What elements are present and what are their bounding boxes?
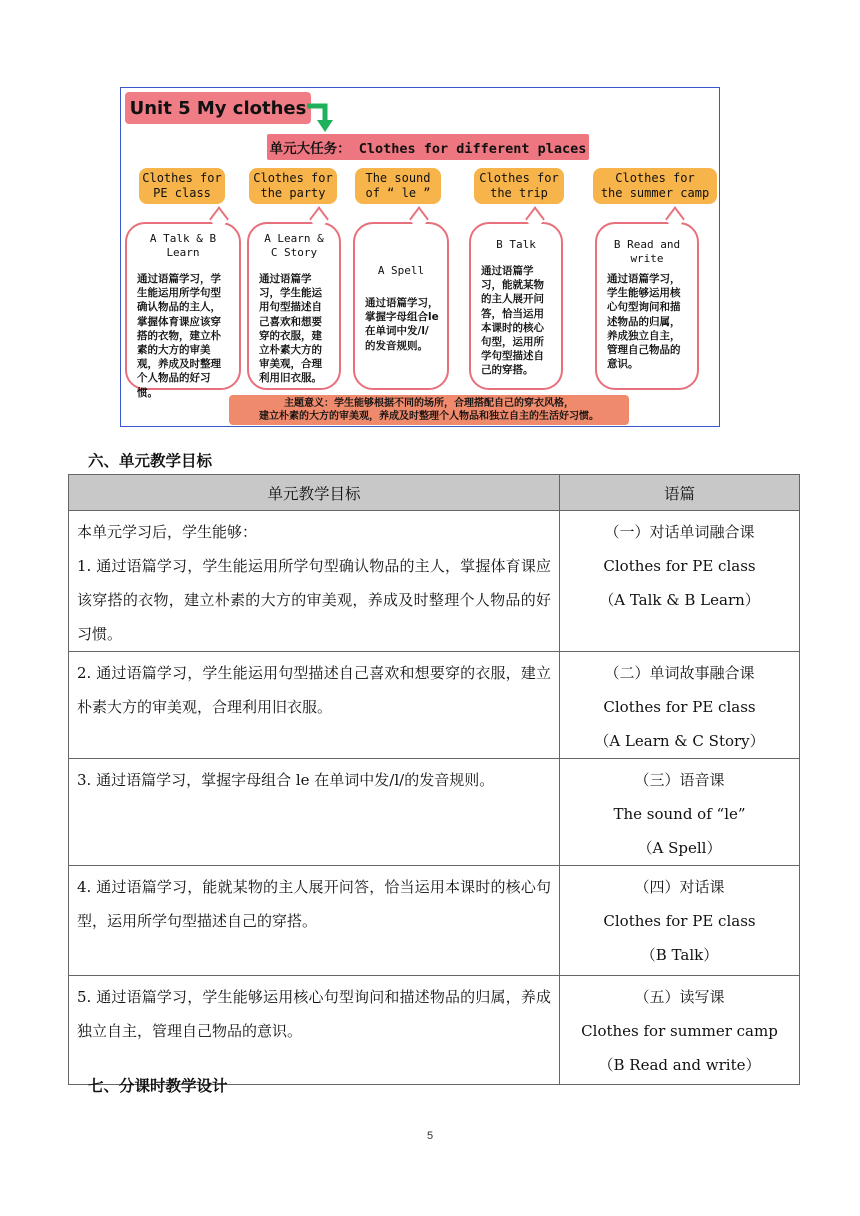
lesson-bubble: B Talk 通过语篇学习，能就某物的主人展开问答，恰当运用本课时的核心句型，运用所学句型描述自己的穿搭。: [469, 222, 563, 390]
goal-cell: 2. 通过语篇学习，学生能运用句型描述自己喜欢和想要穿的衣服，建立朴素大方的审美观，合理利用旧衣服。: [69, 652, 560, 759]
lesson-label: Clothes for the party: [249, 168, 337, 204]
lesson-label: Clothes for the summer camp: [593, 168, 717, 204]
table-row: [69, 759, 800, 866]
lesson-label: Clothes for PE class: [139, 168, 225, 204]
column-header: 单元教学目标: [69, 475, 560, 511]
arrow-down-right-icon: [305, 102, 337, 136]
goal-cell: 3. 通过语篇学习，掌握字母组合 le 在单词中发/l/的发音规则。: [69, 759, 560, 866]
goal-cell: 5. 通过语篇学习，学生能够运用核心句型询问和描述物品的归属，养成独立自主，管理自己物品的意识。: [69, 976, 560, 1085]
text-line: （B Read and write）: [598, 1056, 761, 1074]
unit-task-bar: 单元大任务： Clothes for different places: [267, 134, 589, 160]
lesson-bubble: B Read and write 通过语篇学习，学生能够运用核心句型询问和描述物品的归属，养成独立自主，管理自己物品的意识。: [595, 222, 699, 390]
text-line: （四）对话课: [634, 878, 725, 896]
text-line: The sound of “le”: [613, 805, 746, 823]
text-line: （五）读写课: [634, 988, 725, 1006]
theme-meaning-bar: 主题意义：学生能够根据不同的场所，合理搭配自己的穿衣风格， 建立朴素的大方的审美观，养成及时整理个人物品和独立自主的生活好习惯。: [229, 395, 629, 425]
text-line: Clothes for summer camp: [581, 1022, 778, 1040]
lesson-bubble: A Spell 通过语篇学习，掌握字母组合le在单词中发/l/的发音规则。: [353, 222, 449, 390]
text-cell: [560, 652, 800, 759]
column-header: 语篇: [560, 475, 800, 511]
section-heading: 六、单元教学目标: [88, 452, 213, 470]
text-line: （三）语音课: [634, 771, 725, 789]
page-number: 5: [426, 1130, 434, 1142]
lesson-bubble: A Talk & B Learn 通过语篇学习，学生能运用所学句型确认物品的主人，掌握体育课应该穿搭的衣物，建立朴素的大方的审美观，养成及时整理个人物品的好习惯。: [125, 222, 241, 390]
text-line: （二）单词故事融合课: [604, 664, 755, 682]
text-line: （一）对话单词融合课: [604, 523, 755, 541]
text-line: Clothes for PE class: [603, 557, 756, 575]
text-line: （A Learn & C Story）: [594, 732, 765, 750]
text-line: Clothes for PE class: [603, 698, 756, 716]
text-line: Clothes for PE class: [603, 912, 756, 930]
section-heading: 七、分课时教学设计: [88, 1077, 228, 1095]
table-header-row: [69, 475, 800, 511]
goals-table: [68, 474, 800, 1085]
text-line: （B Talk）: [640, 946, 719, 964]
figure-title: Unit 5 My clothes: [125, 92, 311, 124]
text-cell: [560, 511, 800, 652]
table-row: [69, 652, 800, 759]
text-cell: [560, 866, 800, 976]
lesson-bubble: A Learn & C Story 通过语篇学习，学生能运用句型描述自己喜欢和想要穿的衣服，建立朴素大方的审美观，合理利用旧衣服。: [247, 222, 341, 390]
text-line: （A Spell）: [637, 839, 722, 857]
text-cell: [560, 759, 800, 866]
unit-overview-figure: [120, 87, 720, 427]
lesson-label: The sound of “ le ”: [355, 168, 441, 204]
table-row: [69, 511, 800, 652]
text-cell: [560, 976, 800, 1085]
table-row: [69, 866, 800, 976]
goal-cell: 4. 通过语篇学习，能就某物的主人展开问答，恰当运用本课时的核心句型，运用所学句型描述自己的穿搭。: [69, 866, 560, 976]
goal-cell: 本单元学习后，学生能够： 1. 通过语篇学习，学生能运用所学句型确认物品的主人，掌握体育课应该穿搭的衣物，建立朴素的大方的审美观，养成及时整理个人物品的好习惯。: [69, 511, 560, 652]
table-row: [69, 976, 800, 1085]
lesson-label: Clothes for the trip: [474, 168, 564, 204]
text-line: （A Talk & B Learn）: [599, 591, 760, 609]
